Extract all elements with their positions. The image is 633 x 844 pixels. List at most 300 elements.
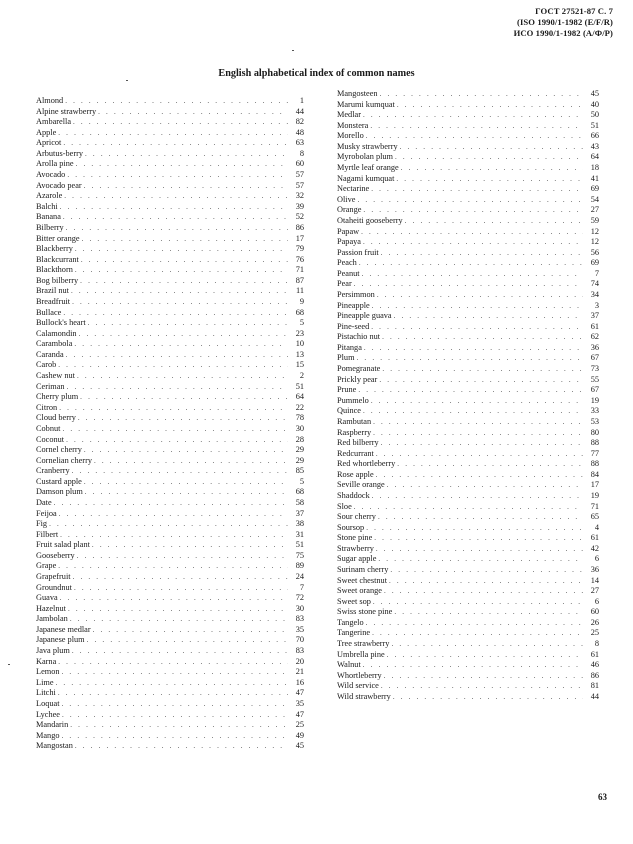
header-gost-line: ГОСТ 27521-87 С. 7 (535, 6, 613, 16)
dot-leader (72, 466, 288, 477)
entry-page-number: 17 (590, 480, 599, 490)
dot-leader (77, 371, 288, 382)
entry-page-number: 83 (295, 614, 304, 624)
entry-page-number: 49 (295, 730, 304, 740)
dot-leader (56, 678, 288, 689)
entry-page-number: 43 (590, 141, 599, 151)
entry-page-number: 75 (295, 550, 304, 560)
entry-name: Ceriman (36, 381, 65, 391)
entry-name: Jambolan (36, 614, 68, 624)
index-entry (337, 163, 599, 174)
entry-page-number: 73 (590, 364, 599, 374)
entry-page-number: 68 (295, 307, 304, 317)
dot-leader (381, 438, 583, 449)
dot-leader (70, 720, 288, 731)
entry-page-number: 15 (295, 360, 304, 370)
entry-name: Passion fruit (337, 247, 379, 257)
entry-name: Alpine strawberry (36, 106, 97, 116)
dot-leader (82, 234, 288, 245)
index-entry (36, 170, 304, 181)
entry-page-number: 7 (299, 582, 304, 592)
index-entry (36, 519, 304, 530)
entry-page-number: 16 (295, 677, 304, 687)
index-entry (337, 332, 599, 343)
index-entry (36, 678, 304, 689)
index-entry (337, 258, 599, 269)
dot-leader (384, 671, 583, 682)
dot-leader (94, 456, 288, 467)
entry-name: Calamondin (36, 328, 77, 338)
entry-page-number: 36 (590, 342, 599, 352)
dot-leader (397, 100, 583, 111)
index-entry (337, 237, 599, 248)
entry-page-number: 64 (295, 392, 304, 402)
entry-name: Cornel cherry (36, 445, 82, 455)
entry-name: Caranda (36, 349, 64, 359)
entry-page-number: 76 (295, 254, 304, 264)
entry-page-number: 25 (295, 720, 304, 730)
entry-page-number: 35 (295, 624, 304, 634)
dot-leader (58, 360, 288, 371)
dot-leader (397, 459, 583, 470)
entry-name: Cranberry (36, 466, 70, 476)
index-entry (337, 131, 599, 142)
dot-leader (379, 375, 583, 386)
dot-leader (363, 205, 583, 216)
entry-page-number: 57 (295, 170, 304, 180)
index-entry (36, 244, 304, 255)
dot-leader (63, 138, 288, 149)
entry-name: Azarole (36, 191, 63, 201)
entry-page-number: 31 (295, 529, 304, 539)
index-entry (36, 741, 304, 752)
entry-page-number: 6 (594, 554, 599, 564)
entry-page-number: 69 (590, 258, 599, 268)
entry-page-number: 18 (590, 163, 599, 173)
index-entry (337, 586, 599, 597)
entry-name: Pomegranate (337, 364, 381, 374)
entry-page-number: 45 (295, 741, 304, 751)
entry-name: Swiss stone pine (337, 607, 393, 617)
entry-page-number: 66 (590, 131, 599, 141)
entry-page-number: 80 (590, 427, 599, 437)
entry-page-number: 67 (590, 385, 599, 395)
entry-name: Avocado (36, 170, 66, 180)
index-entry (337, 692, 599, 703)
index-entry (36, 657, 304, 668)
index-entry (36, 614, 304, 625)
header-iso-line: (ISO 1990/1-1982 (E/F/R) (517, 17, 613, 27)
dot-leader (62, 667, 288, 678)
entry-name: Damson plum (36, 487, 83, 497)
dot-leader (85, 487, 288, 498)
dot-leader (64, 191, 288, 202)
dot-leader (75, 244, 288, 255)
dot-leader (401, 163, 583, 174)
index-entry (36, 403, 304, 414)
dot-leader (88, 318, 288, 329)
entry-name: Blackberry (36, 244, 73, 254)
entry-page-number: 40 (590, 99, 599, 109)
index-entry (36, 667, 304, 678)
dot-leader (372, 628, 583, 639)
dot-leader (373, 417, 583, 428)
index-entry (36, 477, 304, 488)
index-entry (337, 375, 599, 386)
dot-leader (382, 332, 583, 343)
entry-name: Cobnut (36, 423, 61, 433)
entry-page-number: 68 (295, 487, 304, 497)
entry-name: Loquat (36, 698, 60, 708)
entry-page-number: 22 (295, 402, 304, 412)
entry-name: Cloud berry (36, 413, 76, 423)
index-entry (36, 688, 304, 699)
entry-name: Mandarin (36, 720, 69, 730)
entry-page-number: 88 (590, 438, 599, 448)
entry-page-number: 37 (295, 508, 304, 518)
entry-page-number: 37 (590, 311, 599, 321)
index-entry (36, 149, 304, 160)
dot-leader (80, 392, 288, 403)
entry-name: Pistachio nut (337, 332, 381, 342)
entry-page-number: 63 (295, 138, 304, 148)
header-iso-ru-line: ИСО 1990/1-1982 (А/Ф/Р) (513, 28, 613, 38)
entry-page-number: 44 (295, 106, 304, 116)
entry-page-number: 51 (590, 120, 599, 130)
entry-name: Japanese medlar (36, 624, 91, 634)
entry-page-number: 67 (590, 353, 599, 363)
index-entry (337, 554, 599, 565)
entry-page-number: 36 (590, 565, 599, 575)
index-entry (36, 339, 304, 350)
entry-name: Sweet sop (337, 596, 371, 606)
entry-name: Strawberry (337, 543, 374, 553)
entry-name: Karna (36, 656, 57, 666)
entry-name: Prickly pear (337, 374, 378, 384)
entry-name: Bog bilberry (36, 275, 79, 285)
dot-leader (357, 195, 583, 206)
dot-leader (378, 512, 583, 523)
index-entry (36, 625, 304, 636)
dot-leader (65, 96, 288, 107)
dot-leader (60, 593, 288, 604)
entry-name: Nagami kumquat (337, 173, 395, 183)
index-entry (337, 459, 599, 470)
entry-page-number: 87 (295, 275, 304, 285)
index-entry (337, 142, 599, 153)
dot-leader (68, 604, 288, 615)
entry-page-number: 57 (295, 180, 304, 190)
dot-leader (74, 583, 288, 594)
entry-name: Date (36, 497, 52, 507)
entry-name: Lemon (36, 667, 60, 677)
index-entry (337, 396, 599, 407)
entry-page-number: 53 (590, 416, 599, 426)
entry-name: Seville orange (337, 480, 385, 490)
entry-name: Peach (337, 258, 357, 268)
entry-page-number: 71 (590, 501, 599, 511)
index-entry (337, 205, 599, 216)
index-entry (36, 265, 304, 276)
dot-leader (376, 449, 583, 460)
entry-name: Red bilberry (337, 438, 379, 448)
dot-leader (384, 586, 583, 597)
index-entry (36, 583, 304, 594)
entry-name: Sugar apple (337, 554, 377, 564)
entry-name: Stone pine (337, 533, 373, 543)
entry-page-number: 60 (590, 607, 599, 617)
index-entry (36, 487, 304, 498)
dot-leader (66, 350, 288, 361)
dot-leader (80, 276, 288, 287)
entry-name: Marumi kumquat (337, 99, 395, 109)
entry-page-number: 14 (590, 575, 599, 585)
index-entry (36, 424, 304, 435)
index-entry (337, 89, 599, 100)
entry-name: Medlar (337, 110, 361, 120)
entry-page-number: 56 (590, 247, 599, 257)
dot-leader (389, 576, 583, 587)
entry-page-number: 19 (590, 395, 599, 405)
dot-leader (72, 646, 288, 657)
index-entry (337, 681, 599, 692)
index-entry (337, 597, 599, 608)
entry-name: Myrtle leaf orange (337, 163, 399, 173)
index-entry (337, 184, 599, 195)
dot-leader (396, 174, 583, 185)
entry-name: Apricot (36, 138, 62, 148)
entry-page-number: 82 (295, 117, 304, 127)
dot-leader (72, 297, 288, 308)
dot-leader (373, 428, 583, 439)
index-entry (337, 417, 599, 428)
dot-leader (366, 131, 583, 142)
index-entry (337, 290, 599, 301)
entry-name: Gooseberry (36, 550, 75, 560)
entry-page-number: 69 (590, 184, 599, 194)
dot-leader (58, 657, 288, 668)
entry-name: Blackcurrant (36, 254, 79, 264)
entry-name: Prune (337, 385, 357, 395)
dot-leader (59, 509, 288, 520)
entry-page-number: 81 (590, 681, 599, 691)
entry-name: Grapefruit (36, 572, 71, 582)
entry-page-number: 2 (299, 371, 304, 381)
dot-leader (394, 607, 583, 618)
entry-name: Plum (337, 353, 355, 363)
entry-name: Surinam cherry (337, 565, 389, 575)
entry-page-number: 46 (590, 660, 599, 670)
entry-page-number: 12 (590, 237, 599, 247)
index-entry (337, 353, 599, 364)
entry-page-number: 54 (590, 194, 599, 204)
entry-page-number: 9 (299, 296, 304, 306)
entry-page-number: 30 (295, 423, 304, 433)
entry-name: Shaddock (337, 490, 370, 500)
entry-page-number: 10 (295, 339, 304, 349)
dot-leader (78, 413, 288, 424)
index-entry (337, 502, 599, 513)
dot-leader (58, 128, 288, 139)
dot-leader (75, 265, 288, 276)
entry-name: Pitanga (337, 342, 362, 352)
dot-leader (84, 181, 288, 192)
entry-page-number: 79 (295, 244, 304, 254)
entry-name: Myrobolan plum (337, 152, 393, 162)
entry-name: Sloe (337, 501, 352, 511)
entry-name: Persimmon (337, 289, 375, 299)
index-entry (337, 491, 599, 502)
entry-name: Rambutan (337, 416, 372, 426)
dot-leader (363, 660, 583, 671)
entry-page-number: 21 (295, 667, 304, 677)
index-entry (36, 540, 304, 551)
entry-name: Cornelian cherry (36, 455, 92, 465)
dot-leader (81, 255, 288, 266)
entry-name: Tree strawberry (337, 639, 390, 649)
entry-page-number: 1 (299, 96, 304, 105)
index-entry (36, 731, 304, 742)
dot-leader (372, 491, 583, 502)
entry-page-number: 27 (590, 205, 599, 215)
entry-name: Breadfruit (36, 296, 71, 306)
entry-name: Japanese plum (36, 635, 85, 645)
entry-page-number: 61 (590, 533, 599, 543)
entry-name: Wild strawberry (337, 691, 391, 701)
entry-page-number: 85 (295, 466, 304, 476)
index-entry (337, 195, 599, 206)
entry-name: Hazelnut (36, 603, 66, 613)
index-entry (36, 530, 304, 541)
entry-name: Custard apple (36, 476, 82, 486)
entry-page-number: 12 (590, 226, 599, 236)
index-entry (337, 671, 599, 682)
entry-name: Raspberry (337, 427, 372, 437)
index-entry (337, 385, 599, 396)
dot-leader (364, 343, 583, 354)
index-entry (337, 523, 599, 534)
scan-speck (8, 664, 10, 665)
entry-page-number: 29 (295, 445, 304, 455)
entry-page-number: 17 (295, 233, 304, 243)
entry-name: Almond (36, 96, 64, 105)
index-entry (36, 276, 304, 287)
dot-leader (370, 121, 583, 132)
entry-page-number: 29 (295, 455, 304, 465)
index-entry (337, 607, 599, 618)
entry-name: Umbrella pine (337, 649, 385, 659)
index-entry (337, 533, 599, 544)
index-entry (36, 223, 304, 234)
index-entry (337, 311, 599, 322)
entry-page-number: 88 (590, 459, 599, 469)
index-entry (337, 660, 599, 671)
entry-page-number: 42 (590, 543, 599, 553)
entry-name: Grape (36, 561, 57, 571)
entry-name: Pineapple (337, 300, 370, 310)
dot-leader (400, 142, 583, 153)
entry-page-number: 59 (590, 215, 599, 225)
dot-leader (74, 339, 288, 350)
entry-name: Papaw (337, 226, 360, 236)
index-entry (36, 466, 304, 477)
entry-name: Arbutus-berry (36, 148, 84, 158)
index-entry (36, 318, 304, 329)
entry-page-number: 33 (590, 406, 599, 416)
entry-page-number: 32 (295, 191, 304, 201)
dot-leader (393, 692, 583, 703)
entry-name: Filbert (36, 529, 59, 539)
entry-page-number: 45 (590, 89, 599, 98)
entry-page-number: 72 (295, 593, 304, 603)
entry-page-number: 4 (594, 522, 599, 532)
entry-name: Sweet chestnut (337, 575, 388, 585)
entry-page-number: 64 (590, 152, 599, 162)
entry-name: Mangostan (36, 741, 73, 751)
index-entry (337, 565, 599, 576)
index-entry (337, 470, 599, 481)
entry-name: Rose apple (337, 469, 374, 479)
index-entry (337, 216, 599, 227)
index-entry (337, 121, 599, 132)
index-entry (337, 512, 599, 523)
index-entry (36, 117, 304, 128)
entry-page-number: 44 (590, 691, 599, 701)
entry-page-number: 5 (299, 476, 304, 486)
entry-name: Tangerine (337, 628, 371, 638)
index-entry (36, 604, 304, 615)
index-entry (36, 551, 304, 562)
dot-leader (66, 223, 288, 234)
entry-name: Ambarella (36, 117, 72, 127)
index-entry (36, 498, 304, 509)
entry-name: Brazil nut (36, 286, 69, 296)
index-entry (36, 635, 304, 646)
entry-name: Red whortleberry (337, 459, 396, 469)
entry-page-number: 78 (295, 413, 304, 423)
index-entry (36, 234, 304, 245)
dot-leader (363, 237, 583, 248)
entry-page-number: 86 (590, 670, 599, 680)
entry-name: Citron (36, 402, 58, 412)
index-entry (36, 435, 304, 446)
dot-leader (60, 202, 288, 213)
dot-leader (84, 445, 288, 456)
dot-leader (62, 699, 288, 710)
dot-leader (377, 290, 583, 301)
entry-name: Quince (337, 406, 361, 416)
index-entry (337, 152, 599, 163)
index-entry (36, 509, 304, 520)
entry-page-number: 84 (590, 469, 599, 479)
entry-page-number: 61 (590, 649, 599, 659)
entry-name: Groundnut (36, 582, 72, 592)
index-entry (36, 392, 304, 403)
entry-page-number: 25 (590, 628, 599, 638)
entry-name: Arolla pine (36, 159, 74, 169)
entry-page-number: 13 (295, 349, 304, 359)
index-entry (36, 413, 304, 424)
entry-page-number: 8 (299, 148, 304, 158)
entry-name: Lime (36, 677, 54, 687)
dot-leader (59, 403, 288, 414)
index-entry (36, 360, 304, 371)
index-entry (337, 364, 599, 375)
entry-name: Pear (337, 279, 352, 289)
entry-name: Balchi (36, 201, 58, 211)
index-entry (337, 544, 599, 555)
index-title: English alphabetical index of common names (218, 68, 415, 79)
